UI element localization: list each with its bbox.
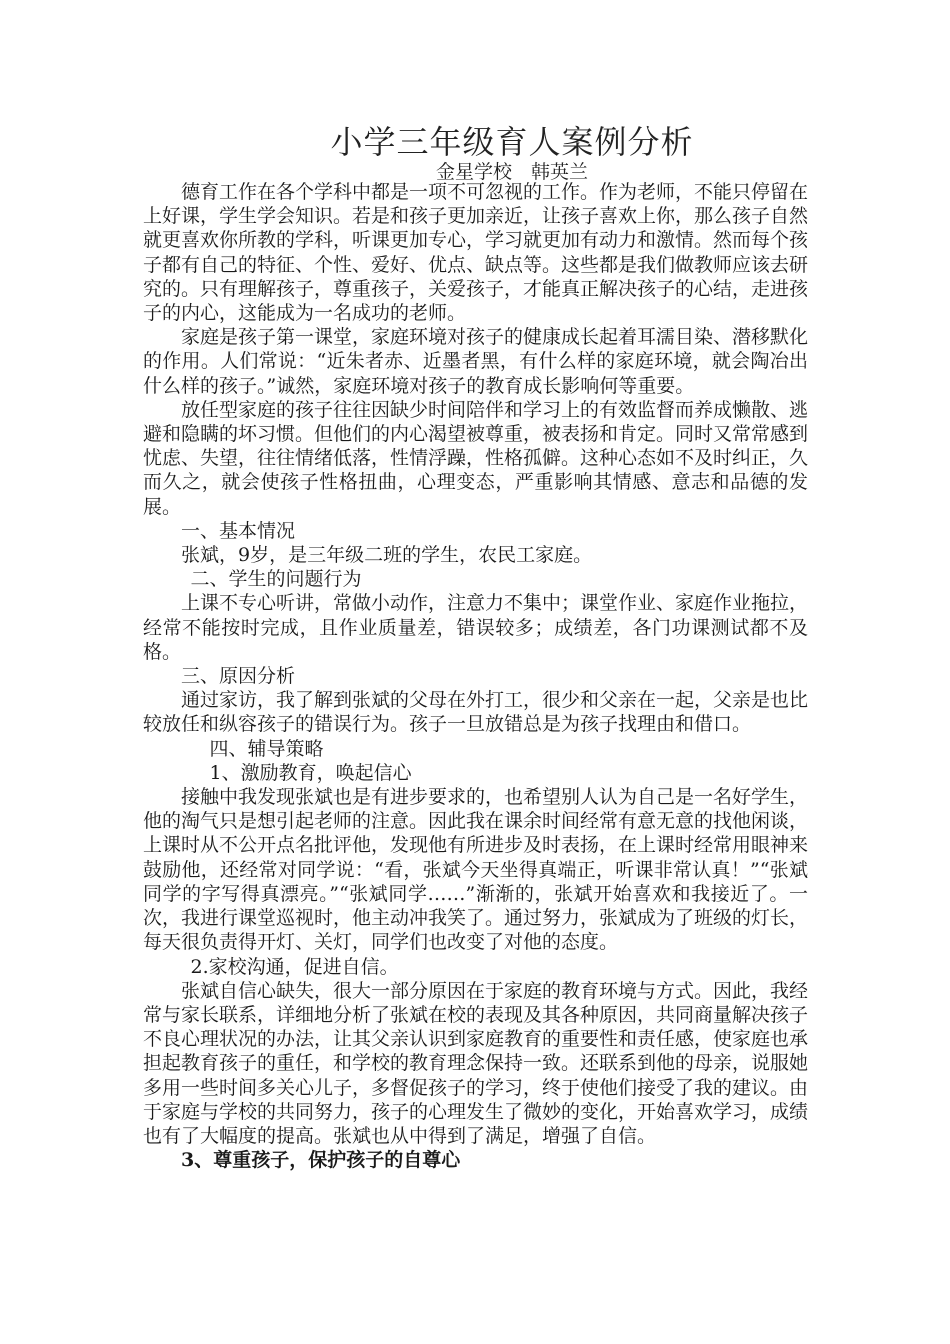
paragraph-home-school: 张斌自信心缺失，很大一部分原因在于家庭的教育环境与方式。因此，我经常与家长联系，详细地分析了张斌在校的表现及其各种原因，共同商量解决孩子不良心理状况的办法，让其父亲认识到家庭教育的重要性和责任感，使家庭也承担起教育孩子的重任，和学校的教育理念保持一致。还联系到他的母亲，说服她多用一些时间多关心儿子，多督促孩子的学习，终于使他们接受了我的建议。由于家庭与学校的共同努力，孩子的心理发生了微妙的变化，开始喜欢学习，成绩也有了大幅度的提高。张斌也从中得到了满足，增强了自信。 xyxy=(143,979,809,1147)
paragraph-basic: 张斌，9岁，是三年级二班的学生，农民工家庭。 xyxy=(181,544,593,567)
section-heading-problem: 二、学生的问题行为 xyxy=(190,568,362,591)
section-heading-strategy: 四、辅导策略 xyxy=(209,737,324,760)
subheading-respect: 3、尊重孩子，保护孩子的自尊心 xyxy=(181,1149,461,1172)
section-heading-basic: 一、基本情况 xyxy=(181,519,296,542)
paragraph-encourage: 接触中我发现张斌也是有进步要求的，也希望别人认为自己是一名好学生，他的淘气只是想引起老师的注意。因此我在课余时间经常有意无意的找他闲谈，上课时从不公开点名批评他，发现他有所进步及时表扬，在上课时经常用眼神来鼓励他，还经常对同学说：“看，张斌今天坐得真端正，听课非常认真！”“张斌同学的字写得真漂亮。”“张斌同学……”渐渐的，张斌开始喜欢和我接近了。一次，我进行课堂巡视时，他主动冲我笑了。通过努力，张斌成为了班级的灯长，每天很负责得开灯、关灯，同学们也改变了对他的态度。 xyxy=(143,786,809,954)
paragraph-intro: 德育工作在各个学科中都是一项不可忽视的工作。作为老师，不能只停留在上好课，学生学会知识。若是和孩子更加亲近，让孩子喜欢上你，那么孩子自然就更喜欢你所教的学科，听课更加专心，学习就更加有动力和激情。然而每个孩子都有自己的特征、个性、爱好、优点、缺点等。这些都是我们做教师应该去研究的。只有理解孩子，尊重孩子，关爱孩子，才能真正解决孩子的心结，走进孩子的内心，这能成为一名成功的老师。 xyxy=(143,181,809,325)
paragraph-laissez-faire: 放任型家庭的孩子往往因缺少时间陪伴和学习上的有效监督而养成懒散、逃避和隐瞒的坏习惯。但他们的内心渴望被尊重，被表扬和肯定。同时又常常感到忧虑、失望，往往情绪低落，性情浮躁，性格孤僻。这种心态如不及时纠正，久而久之，就会使孩子性格扭曲，心理变态，严重影响其情感、意志和品德的发展。 xyxy=(143,398,809,518)
subheading-home-school: 2.家校沟通，促进自信。 xyxy=(190,955,399,978)
document-author: 金星学校 韩英兰 xyxy=(435,161,588,183)
section-heading-cause: 三、原因分析 xyxy=(181,665,296,688)
paragraph-cause: 通过家访，我了解到张斌的父母在外打工，很少和父亲在一起，父亲是也比较放任和纵容孩子的错误行为。孩子一旦放错总是为孩子找理由和借口。 xyxy=(143,689,809,736)
document-title: 小学三年级育人案例分析 xyxy=(330,123,694,161)
paragraph-problem: 上课不专心听讲，常做小动作，注意力不集中；课堂作业、家庭作业拖拉，经常不能按时完成，且作业质量差，错误较多；成绩差，各门功课测试都不及格。 xyxy=(143,592,809,663)
document-body xyxy=(143,180,808,1172)
subheading-encourage: 1、激励教育，唤起信心 xyxy=(209,761,412,784)
paragraph-family: 家庭是孩子第一课堂，家庭环境对孩子的健康成长起着耳濡目染、潜移默化的作用。人们常说：“近朱者赤、近墨者黑，有什么样的家庭环境，就会陶冶出什么样的孩子。”诚然，家庭环境对孩子的教育成长影响何等重要。 xyxy=(143,326,809,397)
